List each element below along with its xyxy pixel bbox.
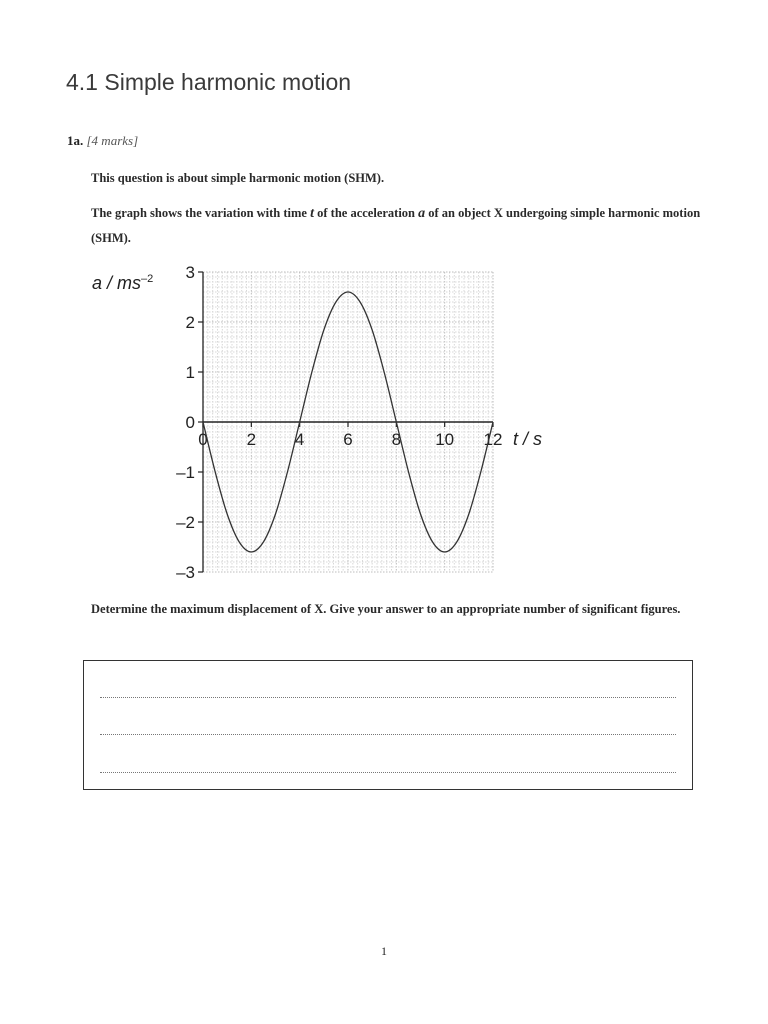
answer-line-2[interactable] [100, 734, 676, 735]
question-task: Determine the maximum displacement of X. Give your answer to an appropriate number of significant figures. [91, 602, 681, 616]
y-axis-label-base: a / ms [92, 273, 142, 293]
x-axis-label: t / s [513, 429, 543, 449]
page-number: 1 [381, 944, 387, 958]
graph-desc-part1: The graph shows the variation with time [91, 206, 311, 220]
y-tick-label: –2 [176, 513, 195, 532]
graph-desc-part2: of the acceleration [314, 206, 419, 220]
y-axis-label-exp: –2 [141, 273, 154, 285]
x-tick-label: 12 [483, 430, 503, 449]
answer-box[interactable] [83, 660, 693, 790]
answer-line-1[interactable] [100, 697, 676, 698]
y-tick-label: –3 [176, 563, 195, 582]
y-tick-label: –1 [176, 463, 195, 482]
page-title: 4.1 Simple harmonic motion [66, 69, 352, 95]
x-tick-label: 0 [198, 430, 208, 449]
x-tick-label: 4 [294, 430, 305, 449]
answer-line-3[interactable] [100, 772, 676, 773]
y-axis-label [92, 273, 153, 293]
x-tick-label: 2 [246, 430, 257, 449]
y-tick-label: 2 [185, 313, 195, 332]
graph-desc-part3: of an object X undergoing simple harmonic motion (SHM). [91, 206, 701, 245]
question-intro: This question is about simple harmonic motion (SHM). [91, 171, 385, 185]
question-header [67, 133, 138, 149]
var-a: a [418, 206, 426, 221]
y-tick-label: 1 [185, 363, 195, 382]
var-t: t [310, 206, 314, 221]
x-tick-label: 8 [391, 430, 402, 449]
x-tick-label: 10 [435, 430, 455, 449]
y-tick-label: 3 [185, 263, 195, 282]
y-tick-label: 0 [185, 413, 195, 432]
question-number: 1a. [67, 133, 84, 148]
graph-description [91, 201, 701, 250]
question-marks: [4 marks] [86, 133, 139, 148]
acceleration-time-graph [80, 256, 560, 586]
x-tick-label: 6 [343, 430, 353, 449]
